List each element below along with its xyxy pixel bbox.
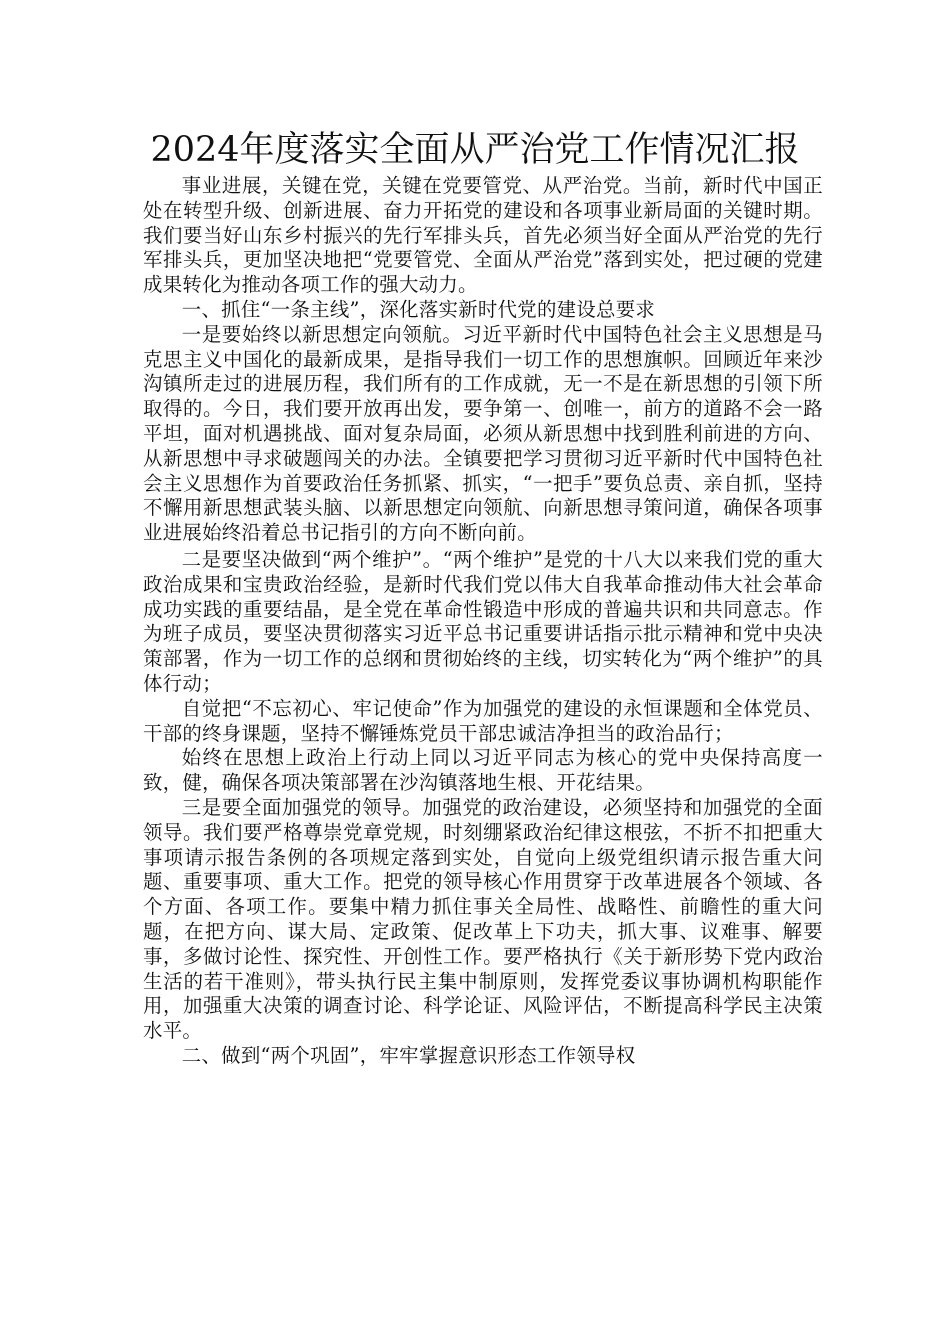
section-heading-1: 一、抓住“一条主线”，深化落实新时代党的建设总要求 (181, 297, 656, 321)
section-heading-2: 二、做到“两个巩固”，牢牢掌握意识形态工作领导权 (181, 1043, 636, 1067)
paragraph-point-2-sub-b: 始终在思想上政治上行动上同以习近平同志为核心的党中央保持高度一致，健，确保各项决策部署在沙沟镇落地生根、开花结果。 (143, 746, 823, 795)
paragraph-point-2-sub-a: 自觉把“不忘初心、牢记使命”作为加强党的建设的永恒课题和全体党员、干部的终身课题，坚持不懈锤炼党员干部忠诚洁净担当的政治品行； (143, 696, 823, 745)
paragraph-intro: 事业进展，关键在党，关键在党要管党、从严治党。当前，新时代中国正处在转型升级、创新进展、奋力开拓党的建设和各项事业新局面的关键时期。我们要当好山东乡村振兴的先行军排头兵，首先必须当好全面从严治党的先行军排头兵，更加坚决地把“党要管党、全面从严治党”落到实处，把过硬的党建成果转化为推动各项工作的强大动力。 (143, 174, 823, 297)
document-body (143, 174, 823, 1069)
paragraph-point-2: 二是要坚决做到“两个维护”。“两个维护”是党的十八大以来我们党的重大政治成果和宝贵政治经验，是新时代我们党以伟大自我革命推动伟大社会革命成功实践的重要结晶，是全党在革命性锻造中形成的普遍共识和共同意志。作为班子成员，要坚决贯彻落实习近平总书记重要讲话指示批示精神和党中央决策部署，作为一切工作的总纲和贯彻始终的主线，切实转化为“两个维护”的具体行动； (143, 547, 823, 695)
paragraph-point-3: 三是要全面加强党的领导。加强党的政治建设，必须坚持和加强党的全面领导。我们要严格尊崇党章党规，时刻绷紧政治纪律这根弦，不折不扣把重大事项请示报告条例的各项规定落到实处，自觉向上级党组织请示报告重大问题、重要事项、重大工作。把党的领导核心作用贯穿于改革进展各个领域、各个方面、各项工作。要集中精力抓住事关全局性、战略性、前瞻性的重大问题，在把方向、谋大局、定政策、促改革上下功夫，抓大事、议难事、解要事，多做讨论性、探究性、开创性工作。要严格执行《关于新形势下党内政治生活的若干准则》，带头执行民主集中制原则，发挥党委议事协调机构职能作用，加强重大决策的调查讨论、科学论证、风险评估，不断提高科学民主决策水平。 (143, 795, 823, 1043)
paragraph-point-1: 一是要始终以新思想定向领航。习近平新时代中国特色社会主义思想是马克思主义中国化的最新成果，是指导我们一切工作的思想旗帜。回顾近年来沙沟镇所走过的进展历程，我们所有的工作成就，无一不是在新思想的引领下所取得的。今日，我们要开放再出发，要争第一、创唯一，前方的道路不会一路平坦，面对机遇挑战、面对复杂局面，必须从新思想中找到胜利前进的方向、从新思想中寻求破题闯关的办法。全镇要把学习贯彻习近平新时代中国特色社会主义思想作为首要政治任务抓紧、抓实，“一把手”要负总责、亲自抓，坚持不懈用新思想武装头脑、以新思想定向领航、向新思想寻策问道，确保各项事业进展始终沿着总书记指引的方向不断向前。 (143, 322, 823, 545)
document-title: 2024年度落实全面从严治党工作情况汇报 (150, 130, 800, 170)
